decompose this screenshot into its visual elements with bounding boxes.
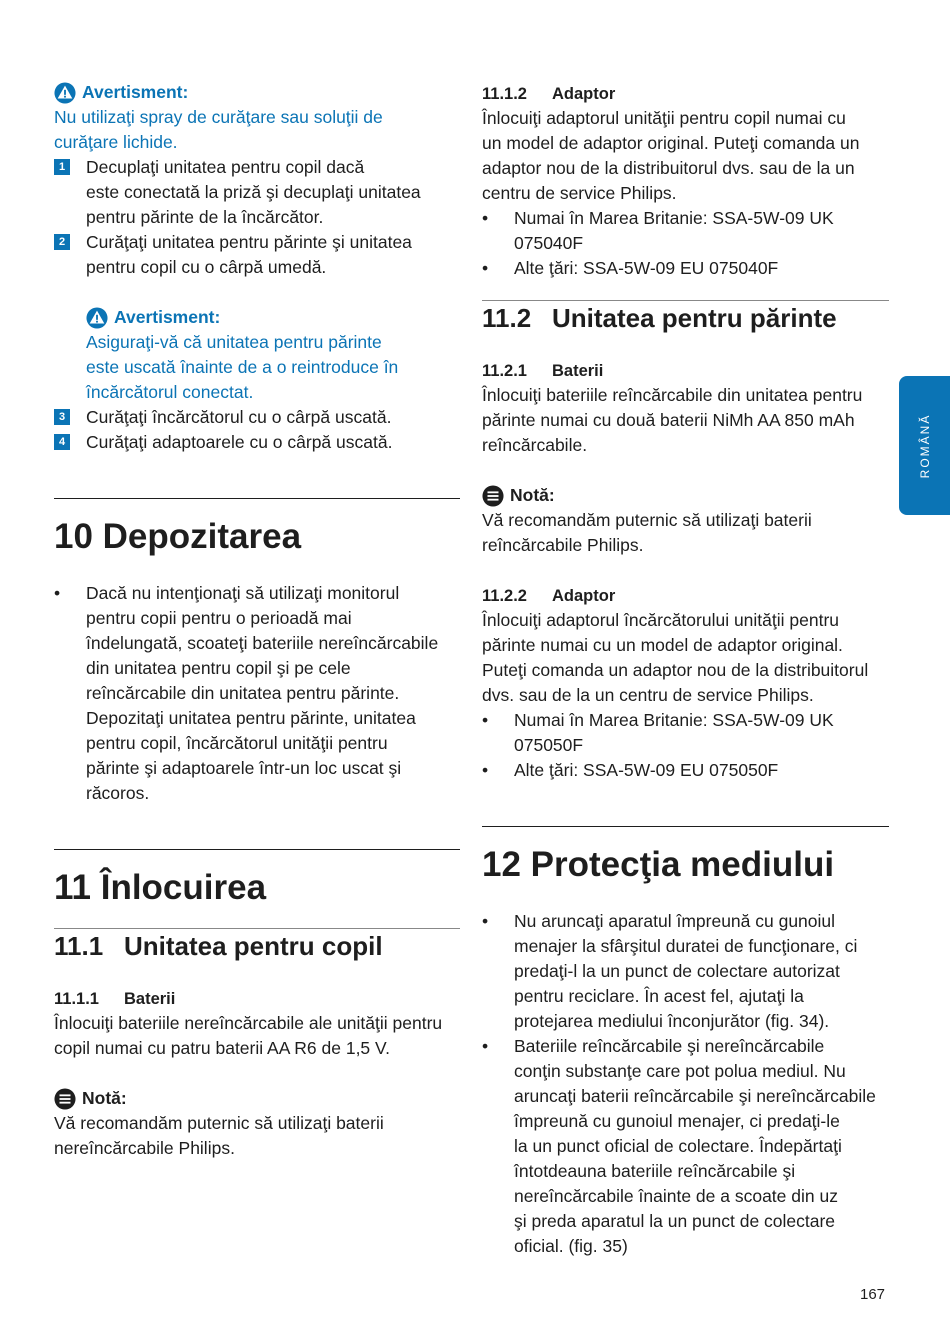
bullet-dot: •: [482, 911, 489, 931]
body-text-line: Înlocuiţi bateriile reîncărcabile din unitatea pentru: [482, 385, 863, 405]
body-text-line: centru de service Philips.: [482, 183, 677, 203]
bullet-item: [482, 708, 889, 758]
subsection-title-11-1-1: 11.1.1 Baterii: [54, 990, 176, 1008]
warning-text-line: Asiguraţi-vă că unitatea pentru părinte: [86, 332, 382, 352]
body-text-line: Înlocuiţi adaptorul unităţii pentru copil numai cu: [482, 108, 846, 128]
subsection-divider: [482, 300, 889, 301]
step-text-line: este conectată la priză şi decuplaţi unitatea: [86, 182, 421, 202]
body-text-line: adaptor nou de la distribuitorul dvs. sau de la un: [482, 158, 855, 178]
warning-text-line: încărcătorul conectat.: [86, 382, 254, 402]
bullet-text-line: din unitatea pentru copil şi pe cele: [86, 658, 351, 678]
body-text-line: Înlocuiţi adaptorul încărcătorului unităţii pentru: [482, 610, 840, 630]
bullet-text-line: răcoros.: [86, 783, 150, 803]
subsection-title-11-2-2: 11.2.2 Adaptor: [482, 587, 616, 605]
bullet-text-line: oficial. (fig. 35): [514, 1236, 628, 1256]
step-4: [54, 430, 460, 455]
subsection-title-11-2: 11.2 Unitatea pentru părinte: [482, 303, 837, 333]
bullet-text-line: părinte şi adaptoarele într-un loc uscat şi: [86, 758, 402, 778]
note-icon: [54, 1088, 76, 1110]
warning-text-line: este uscată înainte de a o reintroduce în: [86, 357, 399, 377]
note-block: [54, 1086, 460, 1161]
step-text-line: Curăţaţi încărcătorul cu o cârpă uscată.: [86, 407, 392, 427]
bullet-text-line: întotdeauna bateriile reîncărcabile şi: [514, 1161, 796, 1181]
body-text-line: Înlocuiţi bateriile nereîncărcabile ale unităţii pentru: [54, 1013, 443, 1033]
section-divider: [54, 498, 460, 499]
bullet-text-line: conţin substanţe care pot polua mediul. Nu: [514, 1061, 846, 1081]
bullet-item: [482, 909, 889, 1034]
note-block: [482, 483, 889, 558]
note-heading: Notă:: [482, 483, 889, 508]
bullet-item: [482, 206, 889, 256]
warning-text-line: curăţare lichide.: [54, 132, 178, 152]
warning-triangle-icon: [86, 307, 108, 329]
bullet-text-line: pentru reciclare. În acest fel, ajutaţi la: [514, 986, 804, 1006]
bullet-text-line: pentru copii pentru o perioadă mai: [86, 608, 352, 628]
left-column: [54, 80, 460, 1161]
warning-triangle-icon: [54, 82, 76, 104]
warning-heading: Avertisment:: [86, 305, 460, 330]
bullet-dot: •: [482, 710, 489, 730]
bullet-item: [54, 581, 460, 806]
bullet-dot: •: [482, 208, 489, 228]
bullet-item: [482, 1034, 889, 1259]
step-text-line: Curăţaţi adaptoarele cu o cârpă uscată.: [86, 432, 393, 452]
bullet-text-line: Dacă nu intenţionaţi să utilizaţi monitorul: [86, 583, 400, 603]
bullet-text-line: aruncaţi baterii reîncărcabile şi nereîncărcabile: [514, 1086, 876, 1106]
note-heading: Notă:: [54, 1086, 460, 1111]
note-text-line: reîncărcabile Philips.: [482, 535, 644, 555]
section-divider: [482, 826, 889, 827]
bullet-text-line: menajer la sfârşitul duratei de funcţionare, ci: [514, 936, 858, 956]
step-2: [54, 230, 460, 280]
bullet-text-line: reîncărcabile din unitatea pentru părinte.: [86, 683, 400, 703]
subsection-title-11-1: 11.1 Unitatea pentru copil: [54, 931, 383, 961]
bullet-text-line: la un punct oficial de colectare. Îndepărtaţi: [514, 1136, 842, 1156]
bullet-dot: •: [482, 258, 489, 278]
body-text-line: reîncărcabile.: [482, 435, 588, 455]
body-text-line: copil numai cu patru baterii AA R6 de 1,5 V.: [54, 1038, 390, 1058]
warning-heading: Avertisment:: [54, 80, 460, 105]
language-tab-label: ROMÂNĂ: [917, 413, 932, 478]
bullet-text-line: 075040F: [514, 233, 584, 253]
section-title-11: 11 Înlocuirea: [54, 868, 267, 907]
bullet-dot: •: [54, 583, 61, 603]
body-text-line: un model de adaptor original. Puteţi comanda un: [482, 133, 860, 153]
bullet-item: [482, 758, 889, 783]
language-tab: [899, 376, 950, 515]
bullet-text-line: predaţi-l la un punct de colectare autorizat: [514, 961, 840, 981]
warning-block: [54, 305, 460, 405]
page-number: 167: [860, 1286, 886, 1303]
body-text-line: părinte numai cu un model de adaptor original.: [482, 635, 843, 655]
step-3: [54, 405, 460, 430]
body-text-line: părinte numai cu două baterii NiMh AA 850 mAh: [482, 410, 855, 430]
bullet-text-line: Numai în Marea Britanie: SSA-5W-09 UK: [514, 208, 834, 228]
bullet-text-line: Depozitaţi unitatea pentru părinte, unitatea: [86, 708, 416, 728]
section-divider: [54, 849, 460, 850]
step-text-line: pentru copil cu o cârpă umedă.: [86, 257, 327, 277]
note-text-line: nereîncărcabile Philips.: [54, 1138, 235, 1158]
step-number: 3: [54, 409, 70, 425]
section-title-10: 10 Depozitarea: [54, 517, 302, 556]
right-column: [482, 80, 889, 1259]
step-number: 1: [54, 159, 70, 175]
note-icon: [482, 485, 504, 507]
body-text-line: dvs. sau de la un centru de service Philips.: [482, 685, 814, 705]
bullet-text-line: 075050F: [514, 735, 584, 755]
bullet-text-line: Alte ţări: SSA-5W-09 EU 075040F: [514, 258, 779, 278]
bullet-text-line: Nu aruncaţi aparatul împreună cu gunoiul: [514, 911, 836, 931]
subsection-title-11-1-2: 11.1.2 Adaptor: [482, 85, 616, 103]
step-number: 4: [54, 434, 70, 450]
note-text-line: Vă recomandăm puternic să utilizaţi baterii: [482, 510, 812, 530]
bullet-dot: •: [482, 1036, 489, 1056]
bullet-text-line: Alte ţări: SSA-5W-09 EU 075050F: [514, 760, 779, 780]
subsection-title-11-2-1: 11.2.1 Baterii: [482, 362, 604, 380]
step-1: [54, 155, 460, 230]
bullet-text-line: nereîncărcabile înainte de a scoate din uz: [514, 1186, 838, 1206]
warning-text-line: Nu utilizaţi spray de curăţare sau soluţii de: [54, 107, 383, 127]
bullet-text-line: Numai în Marea Britanie: SSA-5W-09 UK: [514, 710, 834, 730]
bullet-item: [482, 256, 889, 281]
step-number: 2: [54, 234, 70, 250]
step-text-line: Curăţaţi unitatea pentru părinte şi unitatea: [86, 232, 412, 252]
warning-block: [54, 80, 460, 155]
bullet-text-line: îndelungată, scoateţi bateriile nereîncărcabile: [86, 633, 439, 653]
section-title-12: 12 Protecţia mediului: [482, 845, 835, 884]
note-text-line: Vă recomandăm puternic să utilizaţi baterii: [54, 1113, 384, 1133]
step-text-line: pentru părinte de la încărcător.: [86, 207, 324, 227]
body-text-line: Puteţi comanda un adaptor nou de la distribuitorul: [482, 660, 869, 680]
subsection-divider: [54, 928, 460, 929]
bullet-text-line: şi preda aparatul la un punct de colectare: [514, 1211, 836, 1231]
bullet-text-line: protejarea mediului înconjurător (fig. 34).: [514, 1011, 830, 1031]
step-text-line: Decuplaţi unitatea pentru copil dacă: [86, 157, 365, 177]
bullet-dot: •: [482, 760, 489, 780]
bullet-text-line: pentru copil, încărcătorul unităţii pentru: [86, 733, 388, 753]
bullet-text-line: împreună cu gunoiul menajer, ci predaţi-le: [514, 1111, 840, 1131]
bullet-text-line: Bateriile reîncărcabile şi nereîncărcabile: [514, 1036, 825, 1056]
